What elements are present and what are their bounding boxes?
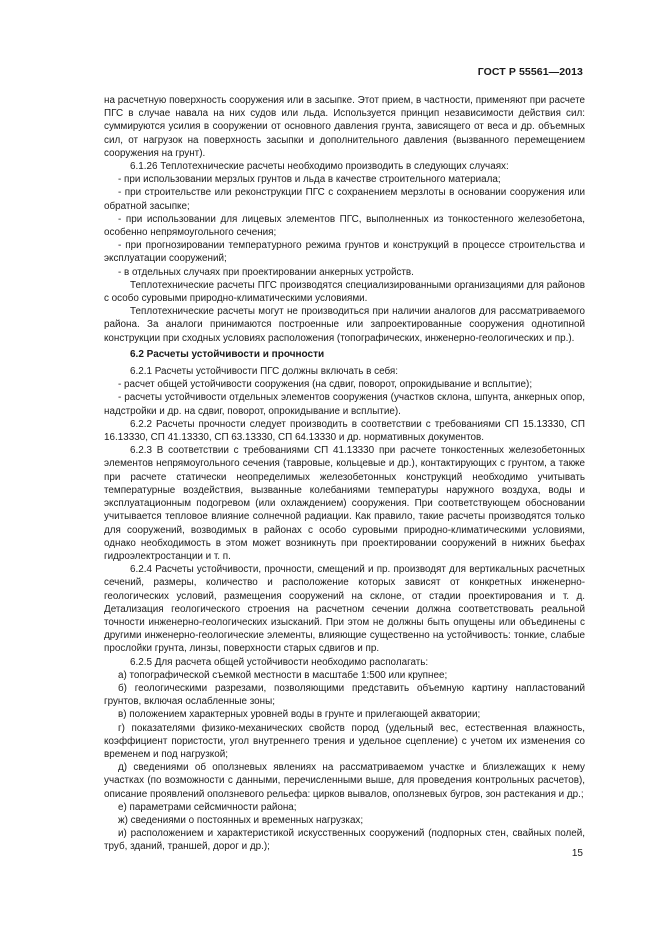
list-item: - при строительстве или реконструкции ПГС с сохранением мерзлоты в основании сооружения или обратной засыпке; bbox=[104, 187, 585, 212]
list-item: - при прогнозировании температурного режима грунтов и конструкций в процессе строительства и эксплуатации сооружений; bbox=[104, 240, 585, 265]
clause-6-1-26: 6.1.26 Теплотехнические расчеты необходимо производить в следующих случаях: bbox=[130, 161, 509, 173]
list-item: - при использовании для лицевых элементов ПГС, выполненных из тонкостенного железобетона, особенно непрямоугольного сечения; bbox=[104, 213, 585, 239]
list-item: и) расположением и характеристикой искусственных сооружений (подпорных стен, свайных полей, труб, зданий, траншей, дорог и др.); bbox=[104, 828, 585, 853]
list-item: ж) сведениями о постоянных и временных нагрузках; bbox=[118, 814, 364, 826]
list-item: д) сведениями об оползневых явлениях на рассматриваемом участке и близлежащих к нему участках (по возможности с данными, перечисленными выше, для проведения контрольных расчетов), описание проявлений оползневого рельефа: цирков вывалов, оползневых бугров, зон растекания и др.; bbox=[104, 762, 585, 800]
list-item: - при использовании мерзлых грунтов и льда в качестве строительного материала; bbox=[118, 174, 501, 186]
list-item: - расчет общей устойчивости сооружения (на сдвиг, поворот, опрокидывание и всплытие); bbox=[118, 379, 533, 391]
list-item: б) геологическими разрезами, позволяющими представить объемную картину напластований грунтов, включая ослабленные зоны; bbox=[104, 682, 585, 708]
clause-6-2-1: 6.2.1 Расчеты устойчивости ПГС должны включать в себя: bbox=[130, 366, 399, 378]
list-item: а) топографической съемкой местности в масштабе 1:500 или крупнее; bbox=[118, 669, 448, 681]
clause-6-2-3: 6.2.3 В соответствии с требованиями СП 41.13330 при расчете тонкостенных железобетонных элементов непрямоугольного сечения (тавровые, кольцевые и др.), контактирующих с грунтом, а также при расчете статически неопределимых железобетонных конструкций необходимо учитывать температурные воздействия, вызванные колебаниями температуры наружного воздуха, воды и эксплуатационным подогревом (или охлаждением) сооружения. При соответствующем обосновании учитывается тепловое влияние солнечной радиации. Как правило, такие расчеты производятся только для сооружений, возводимых в районах с особо суровыми природно-климатическими условиями, однако необходимость в этом может возникнуть при проектировании сооружений в нижних бьефах гидроэлектростанции и т. п. bbox=[104, 445, 585, 562]
list-item: - в отдельных случаях при проектировании анкерных устройств. bbox=[118, 266, 414, 278]
list-item: - расчеты устойчивости отдельных элементов сооружения (участков склона, шпунта, анкерных опор, надстройки и др. на сдвиг, поворот, опрокидывание и всплытие). bbox=[104, 392, 585, 417]
clause-6-2-2: 6.2.2 Расчеты прочности следует производить в соответствии с требованиями СП 15.13330, СП 16.13330, СП 41.13330, СП 63.13330, СП 64.13330 и др. нормативных документов. bbox=[104, 418, 585, 444]
paragraph: Теплотехнические расчеты ПГС производятся специализированными организациями для районов с особо суровыми природно-климатическими условиями. bbox=[104, 279, 585, 305]
paragraph: на расчетную поверхность сооружения или в засыпке. Этот прием, в частности, применяют при расчете ПГС в случае навала на них судов или льда. Используется принцип независимости действия сил: суммируются усилия в сооружении от основного давления грунта, зависящего от веса и др. объемных сил, от нагрузок на поверхность засыпки и дополнительного давления (вызванного перемещением сооружения на грунт). bbox=[104, 95, 585, 159]
clause-6-2-5: 6.2.5 Для расчета общей устойчивости необходимо располагать: bbox=[130, 656, 429, 668]
document-body bbox=[104, 94, 585, 854]
standard-header: ГОСТ Р 55561—2013 bbox=[477, 66, 583, 78]
section-title: 6.2 Расчеты устойчивости и прочности bbox=[130, 348, 325, 360]
list-item: в) положением характерных уровней воды в грунте и прилегающей акватории; bbox=[118, 709, 481, 721]
paragraph: Теплотехнические расчеты могут не производиться при наличии аналогов для рассматриваемого района. За аналоги принимаются построенные или запроектированные сооружения однотипной конструкции при сходных условиях расположения (топографических, инженерно-геологических и пр.). bbox=[104, 306, 585, 344]
page-number: 15 bbox=[571, 848, 583, 859]
list-item: е) параметрами сейсмичности района; bbox=[118, 801, 297, 813]
clause-6-2-4: 6.2.4 Расчеты устойчивости, прочности, смещений и пр. производят для вертикальных расчетных сечений, размеры, количество и расположение которых зависят от конкретных инженерно-геологических условий, размещения сооружений на склоне, от стадии проектирования и т. д. Детализация геологического строения на расчетном сечении должна соответствовать реальной точности инженерно-геологических изысканий. При этом не должны быть опущены или объединены с другими инженерно-геологические элементы, влияющие существенно на устойчивость: тонкие, слабые прослойки грунта, линзы, поверхности старых сдвигов и пр. bbox=[104, 564, 585, 655]
list-item: г) показателями физико-механических свойств пород (удельный вес, естественная влажность, коэффициент пористости, угол внутреннего трения и удельное сцепление) с учетом их изменения со временем и под нагрузкой; bbox=[104, 722, 585, 760]
